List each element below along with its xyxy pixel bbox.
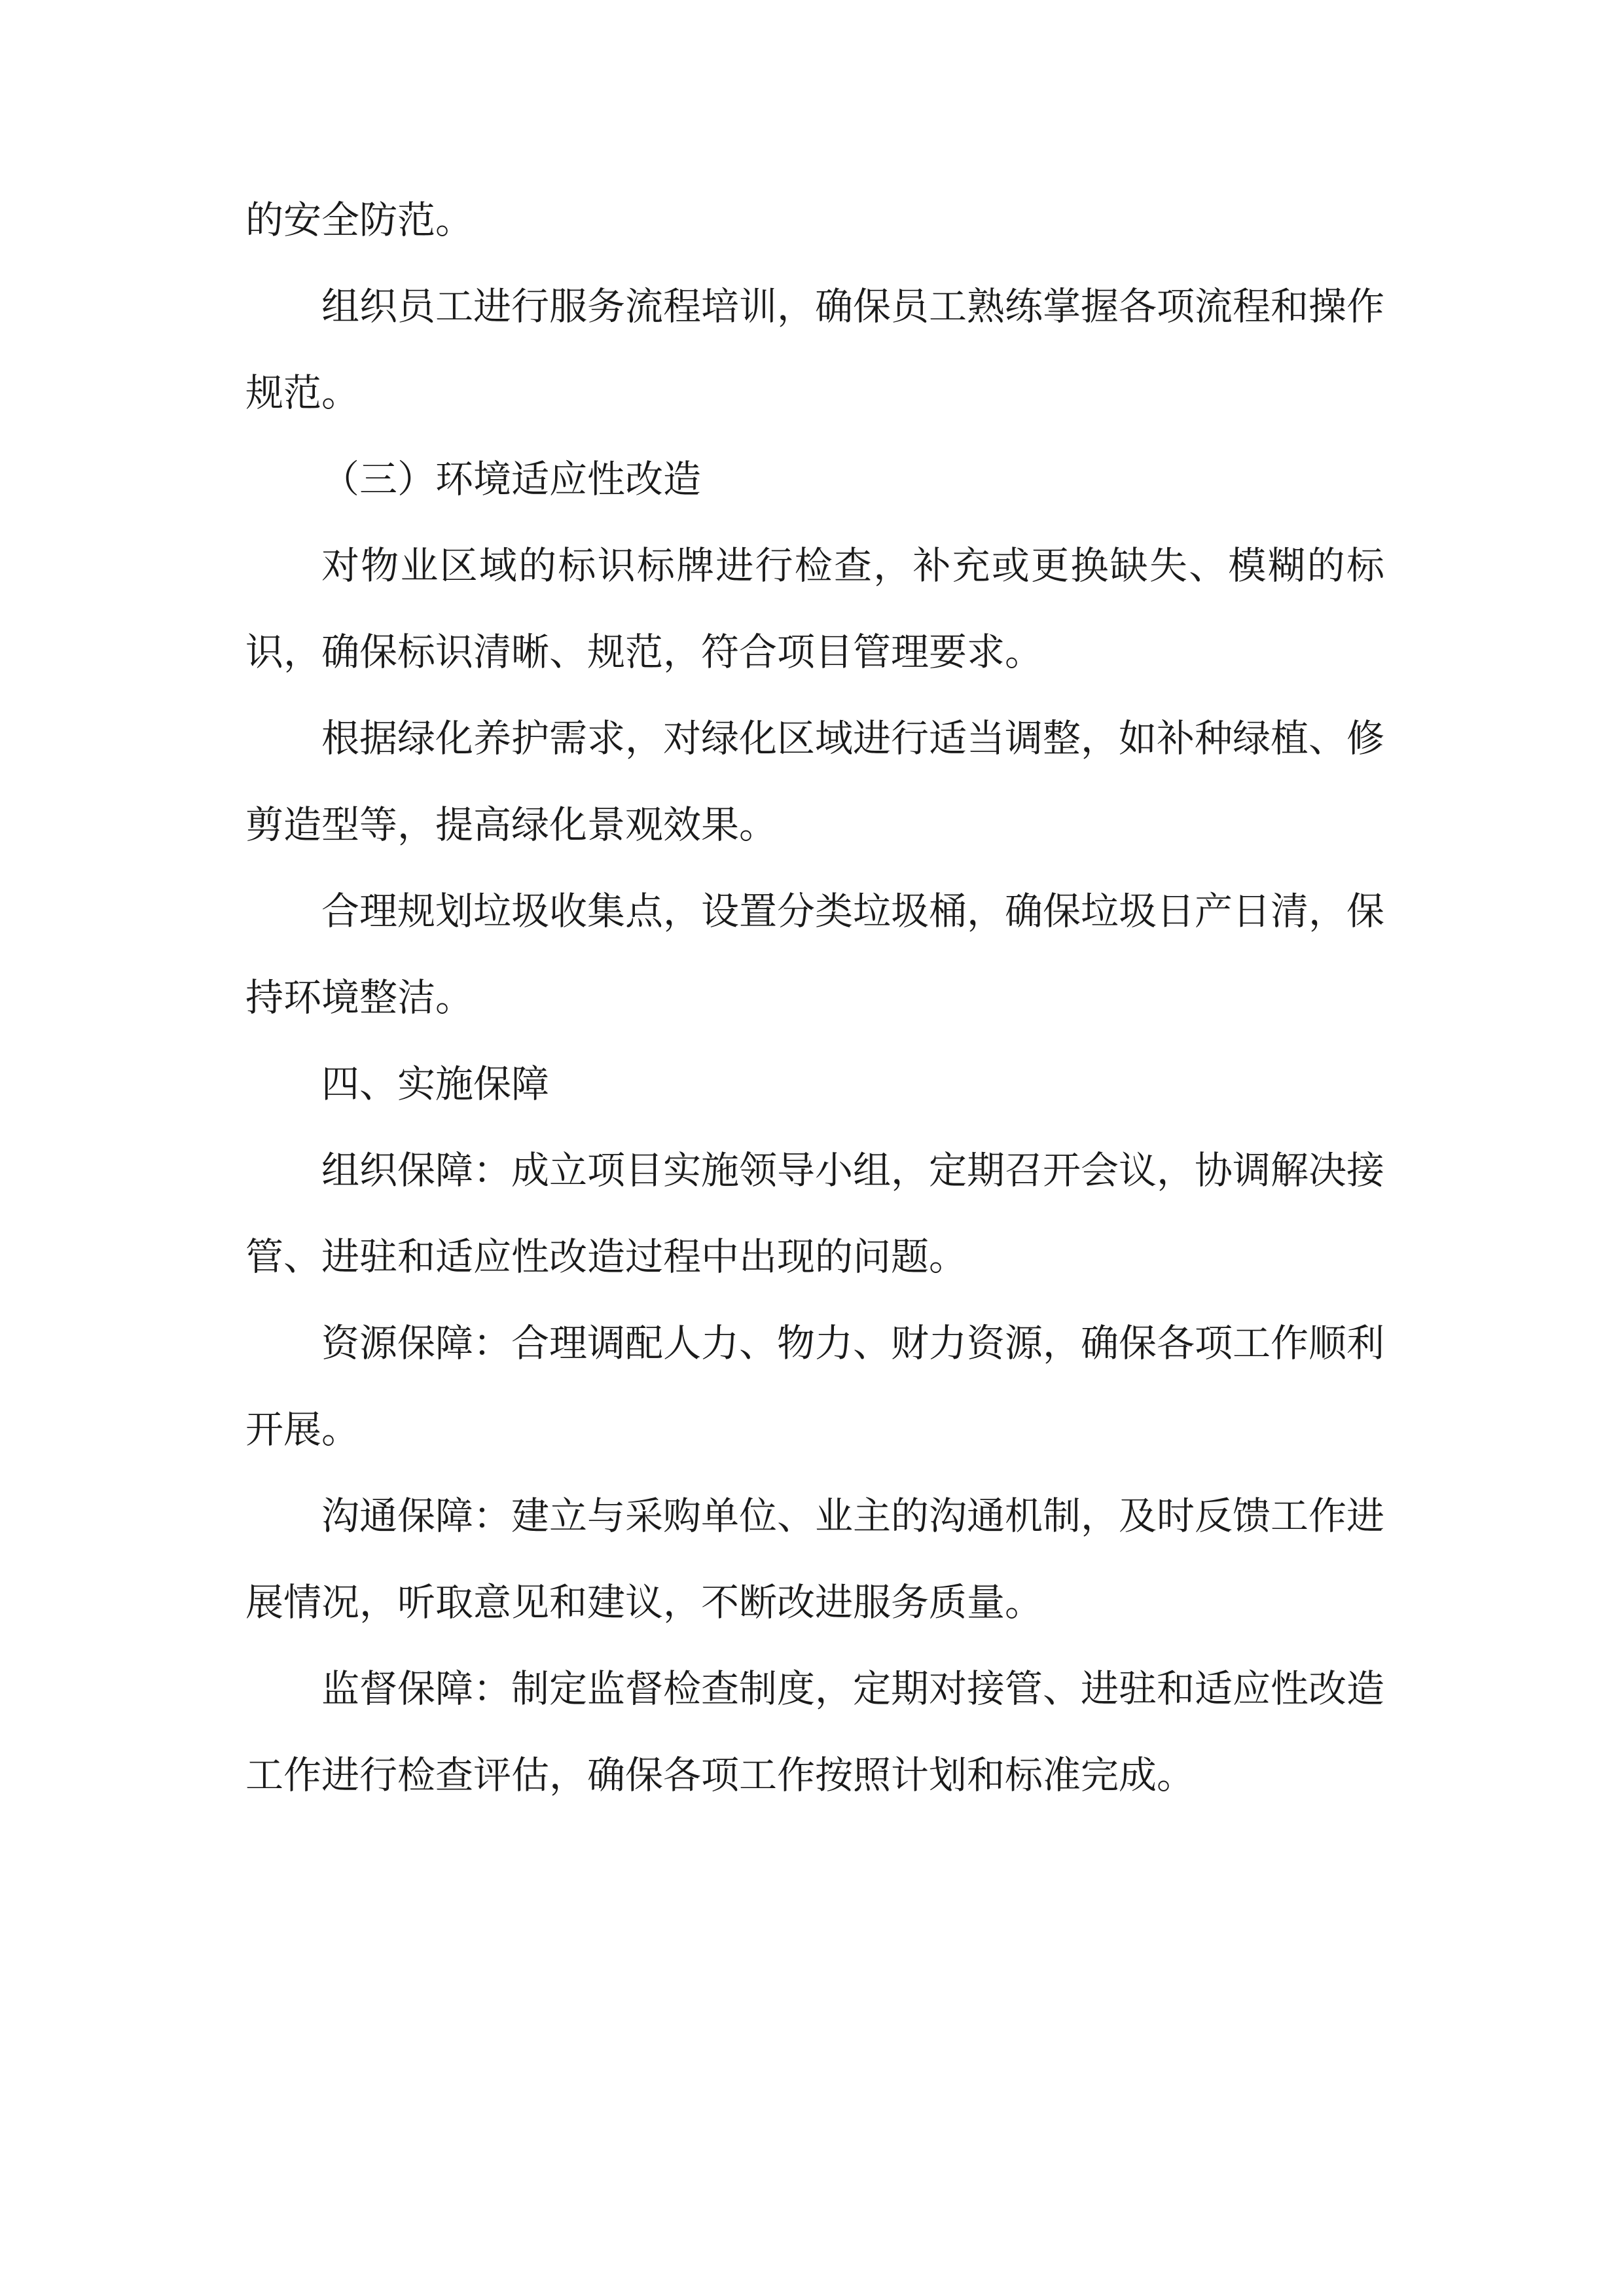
paragraph-staff-training: 组织员工进行服务流程培训，确保员工熟练掌握各项流程和操作规范。 [245, 284, 1385, 415]
paragraph-organization-guarantee: 组织保障：成立项目实施领导小组，定期召开会议，协调解决接管、进驻和适应性改造过程中出现的问题。 [245, 1148, 1385, 1279]
paragraph-greening: 根据绿化养护需求，对绿化区域进行适当调整，如补种绿植、修剪造型等，提高绿化景观效果。 [245, 716, 1385, 847]
section-heading-environment-adaptation: （三）环境适应性改造 [321, 457, 702, 501]
paragraph-garbage: 合理规划垃圾收集点，设置分类垃圾桶，确保垃圾日产日清，保持环境整洁。 [245, 889, 1385, 1020]
section-heading-implementation-guarantee: 四、实施保障 [321, 1062, 550, 1106]
paragraph-communication-guarantee: 沟通保障：建立与采购单位、业主的沟通机制，及时反馈工作进展情况，听取意见和建议，不断改进服务质量。 [245, 1494, 1385, 1624]
paragraph-signage: 对物业区域的标识标牌进行检查，补充或更换缺失、模糊的标识，确保标识清晰、规范，符合项目管理要求。 [245, 543, 1384, 674]
document-body [245, 177, 1384, 1818]
paragraph-supervision-guarantee: 监督保障：制定监督检查制度，定期对接管、进驻和适应性改造工作进行检查评估，确保各项工作按照计划和标准完成。 [245, 1666, 1385, 1797]
paragraph-resource-guarantee: 资源保障：合理调配人力、物力、财力资源，确保各项工作顺利开展。 [245, 1321, 1385, 1452]
paragraph-continuation: 的安全防范。 [245, 198, 474, 242]
